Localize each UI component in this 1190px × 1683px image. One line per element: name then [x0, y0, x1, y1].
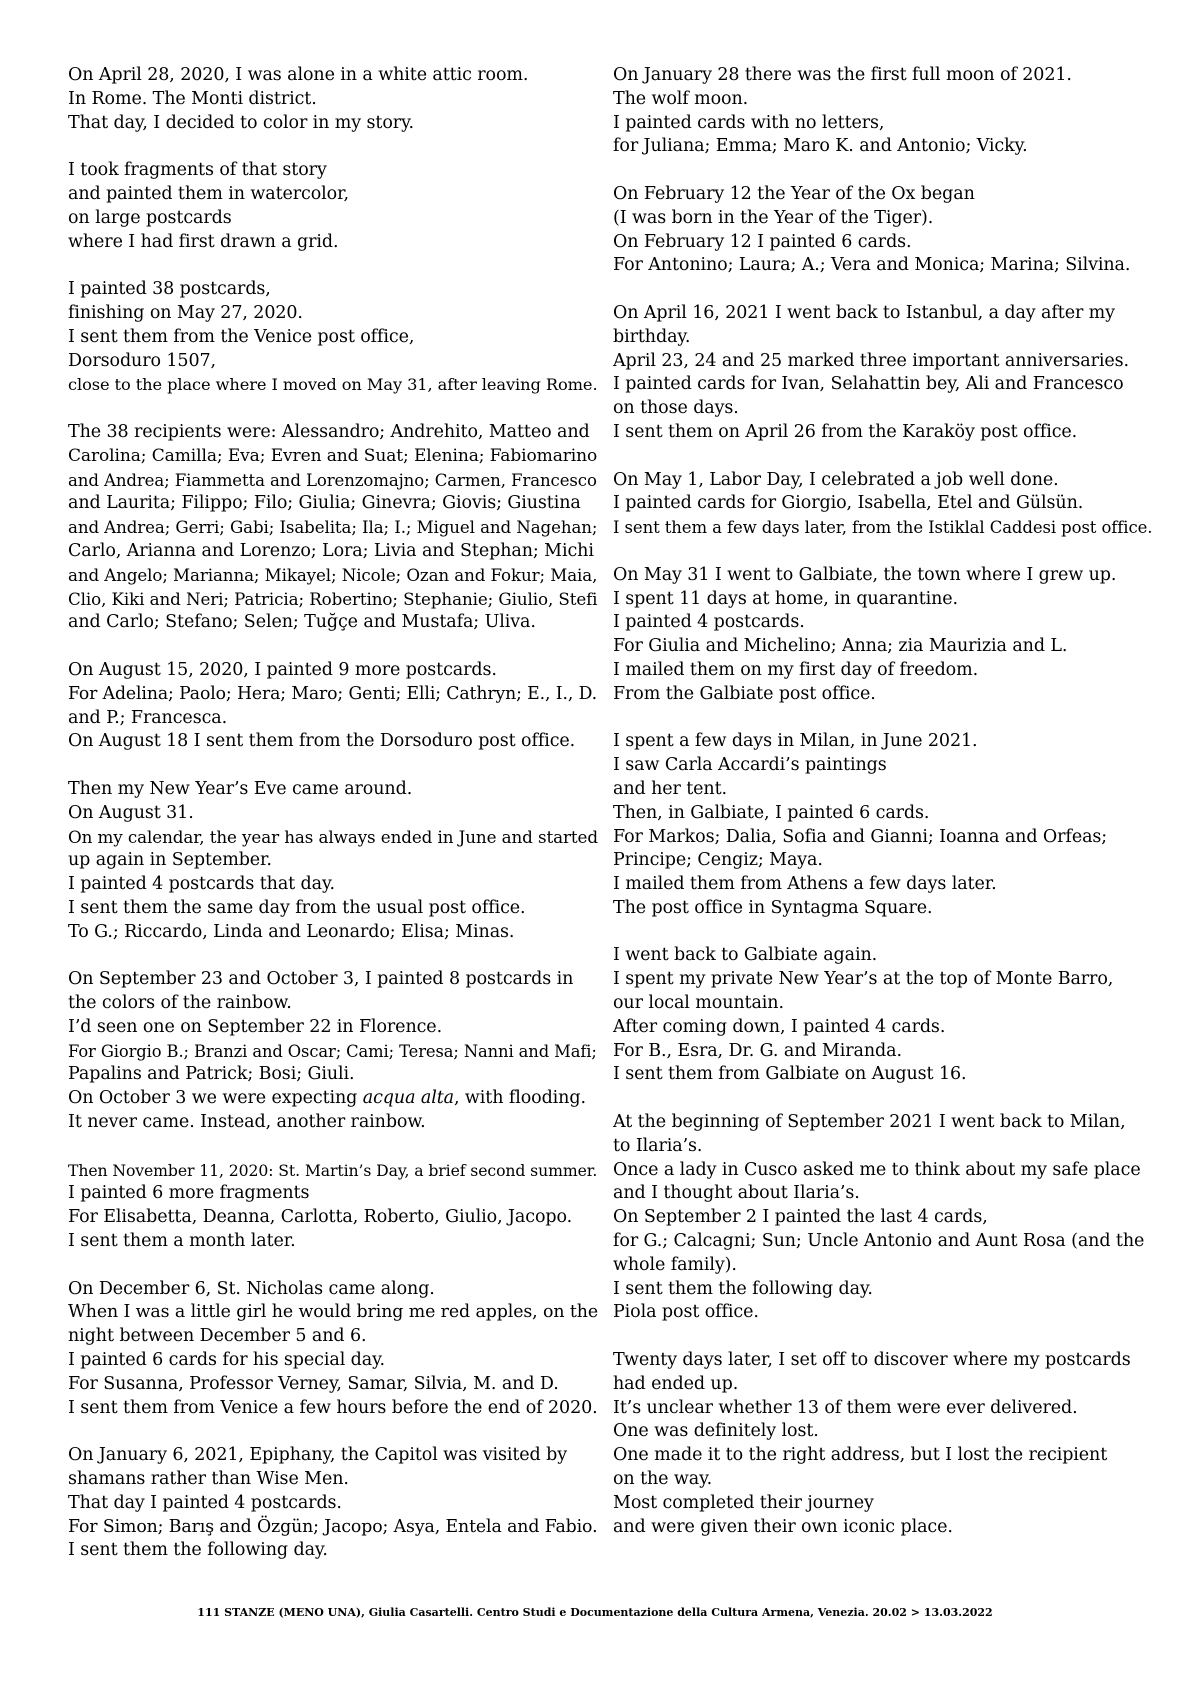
- text-line: Twenty days later, I set off to discover where my postcards: [613, 1350, 1131, 1371]
- paragraph: [613, 944, 1153, 1087]
- text-line: I took fragments of that story: [68, 160, 327, 181]
- paragraph: [68, 278, 598, 397]
- text-line: From the Galbiate post office.: [613, 683, 876, 704]
- text-line: On February 12 I painted 6 cards.: [613, 231, 912, 252]
- text-line: I sent them the following day.: [68, 1540, 328, 1561]
- text-line: Papalins and Patrick; Bosi; Giuli.: [68, 1064, 355, 1085]
- text-line: shamans rather than Wise Men.: [68, 1469, 349, 1490]
- text-line: I saw Carla Accardi’s paintings: [613, 755, 887, 776]
- text-line: and Carlo; Stefano; Selen; Tuğçe and Mustafa; Uliva.: [68, 612, 536, 633]
- text-line: I painted 38 postcards,: [68, 279, 271, 300]
- paragraph: [613, 469, 1153, 540]
- text-line: birthday.: [613, 326, 691, 347]
- text-line: On January 6, 2021, Epiphany, the Capitol was visited by: [68, 1445, 568, 1466]
- paragraph: [68, 1444, 598, 1563]
- text-line: finishing on May 27, 2020.: [68, 302, 303, 323]
- text-line: Clio, Kiki and Neri; Patricia; Robertino; Stephanie; Giulio, Stefi: [68, 588, 598, 609]
- text-line: It’s unclear whether 13 of them were ever delivered.: [613, 1397, 1078, 1418]
- text-line: I sent them the following day.: [613, 1278, 873, 1299]
- text-line: On January 28 there was the first full moon of 2021.: [613, 65, 1072, 85]
- text-line: After coming down, I painted 4 cards.: [613, 1016, 946, 1037]
- paragraph: [613, 64, 1153, 159]
- text-line: To G.; Riccardo, Linda and Leonardo; Elisa; Minas.: [68, 921, 515, 942]
- text-line: When I was a little girl he would bring me red apples, on the: [68, 1302, 598, 1323]
- right-text-column: [613, 64, 1153, 1563]
- text-line: I sent them the same day from the usual post office.: [68, 897, 526, 918]
- text-line: The wolf moon.: [613, 88, 749, 109]
- paragraph: [68, 778, 598, 945]
- recipients-paragraph: [68, 421, 598, 635]
- text-line: On August 15, 2020, I painted 9 more postcards.: [68, 659, 497, 680]
- text-line: Carolina; Camilla; Eva; Evren and Suat; Elenina; Fabiomarino: [68, 445, 598, 466]
- text-line: (I was born in the Year of the Tiger).: [613, 207, 934, 228]
- paragraph: [68, 159, 598, 254]
- italic-term: acqua alta: [362, 1088, 454, 1109]
- text-line: On April 28, 2020, I was alone in a white attic room.: [68, 65, 529, 85]
- text-line: It never came. Instead, another rainbow.: [68, 1112, 426, 1133]
- text-line: I’d seen one on September 22 in Florence.: [68, 1016, 443, 1037]
- text-line: Dorsoduro 1507,: [68, 350, 216, 371]
- text-line: Then my New Year’s Eve came around.: [68, 778, 413, 799]
- text-line: our local mountain.: [613, 993, 784, 1014]
- text-line: night between December 5 and 6.: [68, 1326, 367, 1347]
- text-line: On September 2 I painted the last 4 cards,: [613, 1207, 988, 1228]
- text-line: and painted them in watercolor,: [68, 183, 349, 204]
- paragraph: [613, 1349, 1153, 1539]
- text-line: For Simon; Barış and Özgün; Jacopo; Asya, Entela and Fabio.: [68, 1516, 598, 1537]
- text-segment: On October 3 we were expecting: [68, 1088, 363, 1109]
- text-line: On May 31 I went to Galbiate, the town where I grew up.: [613, 564, 1117, 585]
- text-line: On August 18 I sent them from the Dorsoduro post office.: [68, 731, 576, 752]
- text-line: and were given their own iconic place.: [613, 1516, 953, 1537]
- text-line: and Andrea; Fiammetta and Lorenzomajno; Carmen, Francesco: [68, 470, 597, 490]
- text-line: For Elisabetta, Deanna, Carlotta, Roberto, Giulio, Jacopo.: [68, 1207, 573, 1228]
- text-line: I painted cards for Giorgio, Isabella, Etel and Gülsün.: [613, 493, 1084, 514]
- text-line: on those days.: [613, 398, 739, 419]
- text-line: On my calendar, the year has always ended in June and started: [68, 826, 598, 847]
- text-line: April 23, 24 and 25 marked three important anniversaries.: [613, 350, 1129, 371]
- text-line: I sent them a month later.: [68, 1231, 296, 1252]
- text-line: Principe; Cengiz; Maya.: [613, 850, 823, 871]
- text-line: For B., Esra, Dr. G. and Miranda.: [613, 1040, 902, 1061]
- text-line: For Giorgio B.; Branzi and Oscar; Cami; Teresa; Nanni and Mafi;: [68, 1041, 597, 1061]
- paragraph: [613, 730, 1153, 920]
- text-line: I sent them from Venice a few hours before the end of 2020.: [68, 1397, 598, 1418]
- text-line: For Adelina; Paolo; Hera; Maro; Genti; Elli; Cathryn; E., I., D.: [68, 683, 598, 704]
- text-line: I mailed them on my first day of freedom.: [613, 659, 979, 680]
- text-line: for G.; Calcagni; Sun; Uncle Antonio and Aunt Rosa (and the: [613, 1231, 1145, 1252]
- text-line: I painted 4 postcards.: [613, 612, 805, 633]
- text-line: That day I painted 4 postcards.: [68, 1492, 342, 1513]
- text-line: One made it to the right address, but I lost the recipient: [613, 1445, 1108, 1466]
- text-line: On February 12 the Year of the Ox began: [613, 183, 975, 204]
- text-line: I went back to Galbiate again.: [613, 945, 878, 966]
- text-line: had ended up.: [613, 1373, 739, 1394]
- text-line: I sent them on April 26 from the Karaköy post office.: [613, 421, 1078, 442]
- text-line: I painted 6 more fragments: [68, 1183, 310, 1204]
- text-line: On August 31.: [68, 802, 194, 823]
- text-line: and her tent.: [613, 778, 727, 799]
- text-line: One was definitely lost.: [613, 1421, 819, 1442]
- text-line: and Andrea; Gerri; Gabi; Isabelita; Ila; I.; Miguel and Nagehan;: [68, 518, 598, 538]
- text-line-acqua-alta: [68, 1087, 598, 1111]
- text-line: and Angelo; Marianna; Mikayel; Nicole; Ozan and Fokur; Maia,: [68, 565, 598, 585]
- text-line: The post office in Syntagma Square.: [613, 897, 933, 918]
- text-line: On May 1, Labor Day, I celebrated a job well done.: [613, 469, 1059, 490]
- text-line: For Markos; Dalia, Sofia and Gianni; Ioanna and Orfeas;: [613, 826, 1108, 847]
- paragraph: [68, 1278, 598, 1421]
- text-segment: , with flooding.: [453, 1088, 586, 1109]
- text-line: I painted 4 postcards that day.: [68, 874, 335, 895]
- text-line: On September 23 and October 3, I painted 8 postcards in: [68, 969, 574, 990]
- paragraph: [613, 564, 1153, 707]
- text-line: on large postcards: [68, 207, 232, 228]
- text-line: and I thought about Ilaria’s.: [613, 1183, 860, 1204]
- text-line: For Susanna, Professor Verney, Samar, Silvia, M. and D.: [68, 1373, 559, 1394]
- text-line: I painted cards for Ivan, Selahattin bey, Ali and Francesco: [613, 374, 1124, 395]
- text-line: where I had first drawn a grid.: [68, 231, 339, 252]
- page-footer: 111 STANZE (MENO UNA), Giulia Casartelli. Centro Studi e Documentazione della Cultura Armena, Venezia. 20.02 > 13.03.2022: [197, 1606, 993, 1619]
- text-line: I mailed them from Athens a few days later.: [613, 874, 997, 895]
- left-text-column: [68, 64, 598, 1587]
- text-line: For Antonino; Laura; A.; Vera and Monica; Marina; Silvina.: [613, 255, 1131, 276]
- paragraph: [68, 1159, 598, 1254]
- text-line: In Rome. The Monti district.: [68, 88, 317, 109]
- text-line: the colors of the rainbow.: [68, 993, 292, 1014]
- paragraph: [613, 302, 1153, 445]
- text-line: The 38 recipients were: Alessandro; Andrehito, Matteo and: [68, 421, 590, 442]
- text-line: and P.; Francesca.: [68, 707, 228, 728]
- paragraph: [613, 1111, 1153, 1325]
- rainbow-paragraph: [68, 968, 598, 1135]
- text-line: Once a lady in Cusco asked me to think about my safe place: [613, 1159, 1141, 1180]
- paragraph: [68, 659, 598, 754]
- text-line: I spent my private New Year’s at the top of Monte Barro,: [613, 969, 1114, 990]
- text-line: I sent them a few days later, from the Istiklal Caddesi post office.: [613, 518, 1153, 538]
- text-line: For Giulia and Michelino; Anna; zia Maurizia and L.: [613, 636, 1068, 657]
- text-line: I painted 6 cards for his special day.: [68, 1350, 386, 1371]
- paragraph: [68, 64, 598, 135]
- text-line: At the beginning of September 2021 I went back to Milan,: [613, 1112, 1126, 1133]
- text-line: Piola post office.: [613, 1302, 759, 1323]
- text-line: That day, I decided to color in my story.: [68, 112, 414, 133]
- text-line: On April 16, 2021 I went back to Istanbul, a day after my: [613, 302, 1115, 323]
- text-line: Then, in Galbiate, I painted 6 cards.: [613, 802, 930, 823]
- text-line: to Ilaria’s.: [613, 1135, 703, 1156]
- text-line: whole family).: [613, 1254, 737, 1275]
- text-line: I sent them from Galbiate on August 16.: [613, 1064, 967, 1085]
- text-line: up again in September.: [68, 850, 272, 871]
- text-line: I painted cards with no letters,: [613, 112, 885, 133]
- text-line: On December 6, St. Nicholas came along.: [68, 1278, 435, 1299]
- text-line: close to the place where I moved on May 31, after leaving Rome.: [68, 375, 598, 395]
- text-line: for Juliana; Emma; Maro K. and Antonio; Vicky.: [613, 136, 1028, 157]
- text-line: Then November 11, 2020: St. Martin’s Day, a brief second summer.: [68, 1160, 598, 1180]
- text-line: and Laurita; Filippo; Filo; Giulia; Ginevra; Giovis; Giustina: [68, 493, 581, 514]
- paragraph: [613, 183, 1153, 278]
- text-line: Carlo, Arianna and Lorenzo; Lora; Livia and Stephan; Michi: [68, 540, 594, 561]
- text-line: I spent 11 days at home, in quarantine.: [613, 588, 959, 609]
- text-line: I spent a few days in Milan, in June 2021.: [613, 731, 978, 752]
- text-line: I sent them from the Venice post office,: [68, 326, 415, 347]
- text-line: Most completed their journey: [613, 1492, 874, 1513]
- text-line: on the way.: [613, 1469, 713, 1490]
